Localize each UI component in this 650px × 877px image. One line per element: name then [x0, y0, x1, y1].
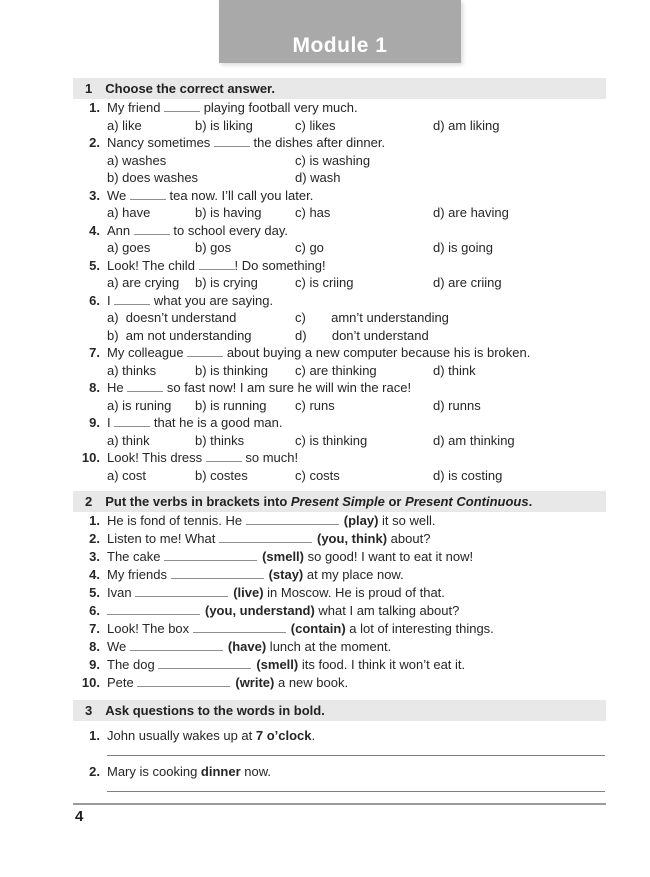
question-text — [107, 134, 385, 152]
fill-item — [73, 620, 650, 638]
verb-hint: (play) — [343, 513, 379, 528]
options-row — [107, 432, 650, 450]
question-text — [107, 344, 530, 362]
answer-blank — [158, 657, 251, 669]
question-item — [73, 292, 650, 345]
fill-item — [73, 602, 650, 620]
item-text: He is fond of tennis. He (play) it so well. — [107, 513, 436, 528]
answer-blank — [164, 100, 200, 112]
question-number: 7. — [89, 345, 100, 360]
question-post: playing football very much. — [200, 100, 358, 115]
fill-item — [73, 638, 650, 656]
question-line — [73, 257, 650, 275]
fill-item — [73, 674, 650, 692]
option-a: a) doesn’t understand — [107, 310, 237, 325]
item-text: Listen to me! What (you, think) about? — [107, 531, 431, 546]
question-number: 2. — [89, 135, 100, 150]
question-text — [107, 187, 313, 205]
item-text: Look! The box (contain) a lot of interesting things. — [107, 621, 494, 636]
question-post: about buying a new computer because his is broken. — [223, 345, 531, 360]
question-post: so fast now! I am sure he will win the race! — [163, 380, 412, 395]
options-row — [107, 117, 650, 135]
question-line — [73, 344, 650, 362]
answer-blank — [246, 513, 339, 525]
item-text: The cake (smell) so good! I want to eat it now! — [107, 549, 474, 564]
verb-hint: (have) — [227, 639, 267, 654]
footer-rule — [73, 803, 606, 805]
question-item — [73, 99, 650, 134]
item-text: Mary is cooking dinner now. — [107, 764, 272, 779]
option-a: a) cost — [107, 467, 147, 483]
item-text: The dog (smell) its food. I think it won’t eat it. — [107, 657, 466, 672]
item-number: 1. — [89, 513, 100, 528]
prompt-item — [73, 727, 650, 744]
section-title: Choose the correct answer. — [105, 81, 276, 96]
option-b: b) costes — [195, 467, 248, 483]
question-line — [73, 99, 650, 117]
item-number: 2. — [89, 531, 100, 546]
verb-hint: (live) — [233, 585, 264, 600]
fill-item — [73, 656, 650, 674]
option-c: c) has — [295, 205, 331, 220]
item-number: 2. — [89, 764, 100, 779]
option-c: c) is washing — [295, 152, 371, 168]
section-number: 2 — [85, 494, 93, 509]
question-item — [73, 222, 650, 257]
options-grid — [107, 309, 650, 344]
question-text — [107, 379, 411, 397]
option-d: d) don’t understand — [295, 327, 429, 343]
answer-blank — [137, 675, 230, 687]
question-line — [73, 379, 650, 397]
answer-blank — [134, 223, 170, 235]
item-number: 10. — [81, 675, 100, 690]
question-pre: We — [107, 187, 130, 203]
section-title: Ask questions to the words in bold. — [105, 703, 325, 718]
module-title: Module 1 — [292, 34, 388, 57]
question-pre: My colleague — [107, 345, 188, 360]
option-b: b) is crying — [195, 275, 258, 290]
question-item — [73, 449, 650, 484]
option-c: c) is thinking — [295, 432, 368, 448]
answer-blank — [219, 531, 312, 543]
option-c: c) runs — [295, 397, 335, 413]
fill-item — [73, 530, 650, 548]
option-d: d) am liking — [433, 117, 500, 133]
options-row — [107, 204, 650, 222]
option-b: b) is running — [195, 397, 267, 413]
question-text — [107, 449, 298, 467]
option-d: d) are having — [433, 205, 509, 220]
question-line — [73, 414, 650, 432]
answer-blank — [107, 603, 200, 615]
question-number: 9. — [89, 415, 100, 430]
item-number: 1. — [89, 728, 100, 743]
question-number: 10. — [81, 450, 100, 465]
option-d: d) think — [433, 362, 476, 378]
question-pre: He — [107, 380, 128, 395]
item-number: 9. — [89, 657, 100, 672]
verb-hint: (you, understand) — [205, 603, 315, 618]
question-post: so much! — [241, 450, 299, 465]
question-pre: My friend — [107, 100, 165, 115]
answer-blank — [127, 380, 163, 392]
options-row — [107, 239, 650, 257]
item-number: 3. — [89, 549, 100, 564]
question-item — [73, 379, 650, 414]
options-row — [107, 362, 650, 380]
option-c: c) costs — [295, 467, 340, 483]
answer-blank — [114, 415, 150, 427]
fill-item — [73, 566, 650, 584]
question-post: ! Do something! — [234, 257, 326, 273]
section-number: 1 — [85, 81, 93, 96]
question-line — [73, 449, 650, 467]
option-d: d) are criing — [433, 275, 502, 290]
verb-hint: (write) — [235, 675, 275, 690]
answer-blank — [199, 258, 235, 270]
option-a: a) are crying — [107, 275, 180, 290]
option-a: a) have — [107, 205, 151, 220]
verb-hint: (smell) — [256, 657, 299, 672]
fill-item — [73, 548, 650, 566]
question-pre: I — [107, 292, 115, 308]
answer-blank — [214, 135, 250, 147]
answer-blank — [187, 345, 223, 357]
option-c: c) is criing — [295, 275, 354, 290]
question-pre: Nancy sometimes — [107, 135, 214, 150]
question-number: 8. — [89, 380, 100, 395]
options-row — [107, 467, 650, 485]
question-text — [107, 99, 358, 117]
answer-blank — [130, 639, 223, 651]
prompt-item — [73, 763, 650, 780]
option-c: c) are thinking — [295, 362, 377, 378]
option-a: a) is runing — [107, 397, 172, 413]
item-text: My friends (stay) at my place now. — [107, 567, 404, 582]
answer-blank — [130, 188, 166, 200]
question-number: 6. — [89, 292, 100, 308]
bold-word: 7 o’clock — [255, 728, 312, 743]
question-text — [107, 257, 326, 275]
question-number: 4. — [89, 222, 100, 238]
option-b: b) is having — [195, 205, 262, 220]
verb-hint: (you, think) — [317, 531, 388, 546]
answer-blank — [193, 621, 286, 633]
question-text — [107, 222, 288, 240]
option-b: b) gos — [195, 240, 232, 255]
question-post: tea now. I’ll call you later. — [165, 187, 314, 203]
question-pre: I — [107, 415, 115, 430]
options-row — [107, 274, 650, 292]
option-d: d) wash — [295, 170, 341, 185]
question-post: what you are saying. — [150, 292, 274, 308]
section-2-header — [73, 491, 606, 512]
question-text — [107, 292, 273, 310]
question-pre: Look! The child — [107, 257, 199, 273]
item-number: 5. — [89, 585, 100, 600]
item-text: We (have) lunch at the moment. — [107, 639, 392, 654]
answer-blank — [135, 585, 228, 597]
option-c: c) amn’t understanding — [295, 310, 449, 325]
option-b: b) is thinking — [195, 362, 268, 378]
option-d: d) is going — [433, 240, 493, 255]
option-c: c) likes — [295, 117, 336, 133]
answer-blank — [164, 549, 257, 561]
item-text: Pete (write) a new book. — [107, 675, 349, 690]
question-line — [73, 134, 650, 152]
section-1-header — [73, 78, 606, 99]
option-d: d) am thinking — [433, 432, 515, 448]
question-number: 1. — [89, 100, 100, 115]
module-banner — [219, 0, 461, 63]
answer-blank — [114, 293, 150, 305]
answer-write-line — [107, 755, 605, 756]
question-post: that he is a good man. — [150, 415, 283, 430]
option-d: d) is costing — [433, 467, 503, 483]
item-number: 7. — [89, 621, 100, 636]
verb-hint: (smell) — [262, 549, 304, 564]
fill-item — [73, 584, 650, 602]
option-b: b) does washes — [107, 170, 199, 185]
question-item — [73, 134, 650, 187]
answer-blank — [171, 567, 264, 579]
tense-name: Present Simple — [290, 494, 385, 509]
item-number: 4. — [89, 567, 100, 582]
item-number: 8. — [89, 639, 100, 654]
question-item — [73, 187, 650, 222]
question-item — [73, 344, 650, 379]
options-grid — [107, 152, 650, 187]
section-3-header — [73, 700, 606, 721]
item-text: Ivan (live) in Moscow. He is proud of that. — [107, 585, 445, 600]
option-d: d) runns — [433, 397, 481, 413]
option-a: a) like — [107, 117, 142, 133]
options-row — [107, 397, 650, 415]
question-line — [73, 187, 650, 205]
question-item — [73, 414, 650, 449]
question-post: the dishes after dinner. — [249, 135, 386, 150]
question-text — [107, 414, 283, 432]
page-number: 4 — [75, 808, 84, 825]
question-number: 5. — [89, 257, 100, 273]
verb-hint: (contain) — [290, 621, 346, 636]
question-number: 3. — [89, 187, 100, 203]
option-b: b) am not understanding — [107, 327, 252, 343]
option-a: a) washes — [107, 152, 167, 168]
option-c: c) go — [295, 240, 324, 255]
question-item — [73, 257, 650, 292]
option-a: a) think — [107, 432, 150, 448]
item-text: John usually wakes up at 7 o’clock. — [107, 728, 316, 743]
verb-hint: (stay) — [268, 567, 304, 582]
fill-item — [73, 512, 650, 530]
question-line — [73, 222, 650, 240]
answer-write-line — [107, 791, 605, 792]
question-pre: Ann — [107, 222, 134, 238]
item-number: 6. — [89, 603, 100, 618]
bold-word: dinner — [200, 764, 241, 779]
option-b: b) thinks — [195, 432, 245, 448]
question-line — [73, 292, 650, 310]
item-text: (you, understand) what I am talking about? — [107, 602, 459, 620]
tense-name: Present Continuous — [405, 494, 529, 509]
answer-blank — [206, 450, 242, 462]
question-post: to school every day. — [169, 222, 289, 238]
section-title: Put the verbs in brackets into Present Simple or Present Continuous. — [105, 494, 533, 509]
option-b: b) is liking — [195, 117, 253, 133]
section-number: 3 — [85, 703, 93, 718]
question-pre: Look! This dress — [107, 450, 206, 465]
option-a: a) goes — [107, 240, 151, 255]
option-a: a) thinks — [107, 362, 157, 378]
